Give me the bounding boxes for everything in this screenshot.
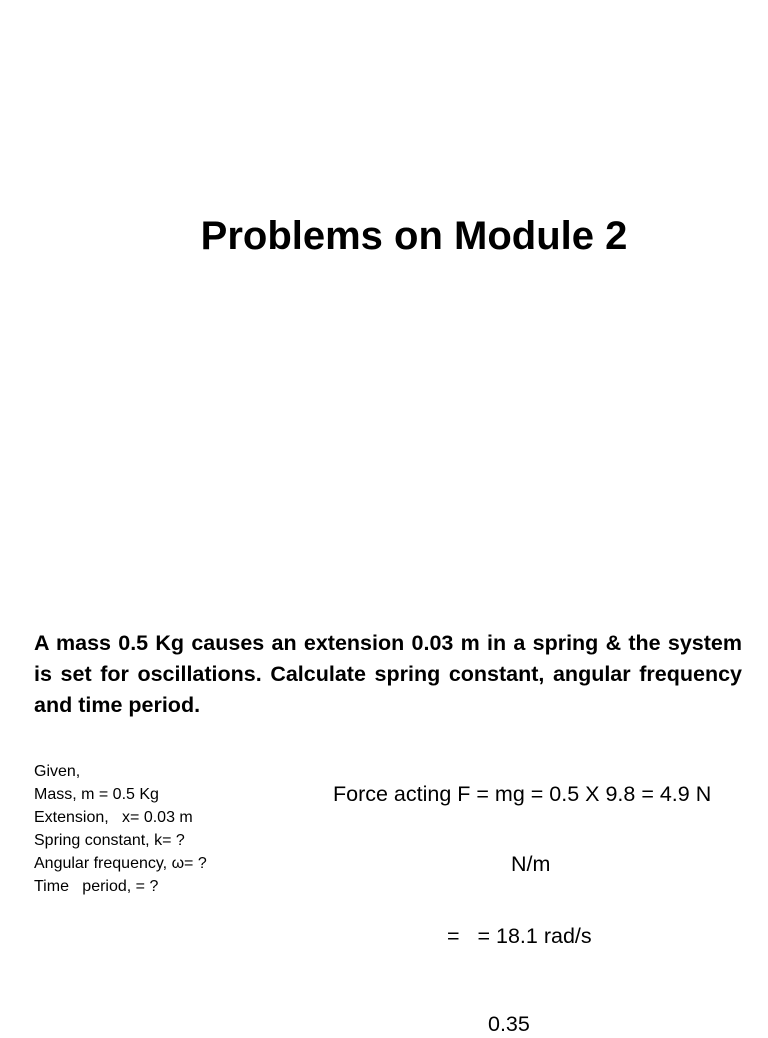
given-extension: Extension, x= 0.03 m (34, 809, 193, 826)
given-heading: Given, (34, 763, 81, 780)
page-title: Problems on Module 2 (200, 214, 628, 258)
spring-constant-unit: N/m (511, 852, 551, 876)
given-list (34, 760, 294, 898)
given-angular-frequency: Angular frequency, ω= ? (34, 855, 207, 872)
given-spring-constant: Spring constant, k= ? (34, 832, 185, 849)
problem-statement: A mass 0.5 Kg causes an extension 0.03 m in a spring & the system is set for oscillations. Calculate spring constant, angular frequency and time period. (34, 631, 742, 717)
given-time-period: Time period, = ? (34, 878, 159, 895)
angular-frequency-result: = = 18.1 rad/s (447, 924, 592, 948)
time-period-partial: 0.35 (488, 1012, 530, 1036)
force-equation: Force acting F = mg = 0.5 X 9.8 = 4.9 N (333, 782, 712, 806)
given-mass: Mass, m = 0.5 Kg (34, 786, 159, 803)
